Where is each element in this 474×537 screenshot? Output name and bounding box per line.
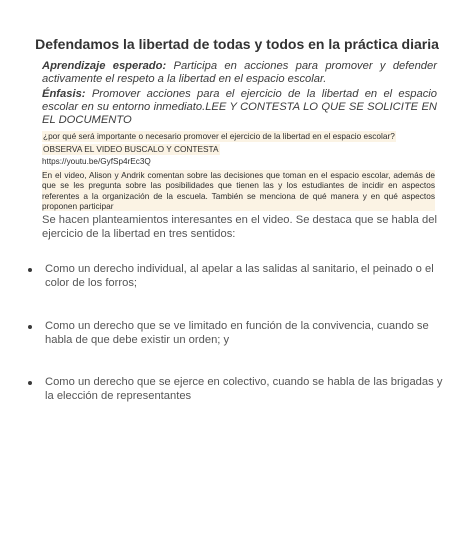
bullet-text: Como un derecho que se ve limitado en función de la convivencia, cuando se habla de que debe existir un orden; y — [45, 320, 429, 346]
bullet-dot-icon — [28, 268, 32, 272]
bullet-text: Como un derecho que se ejerce en colectivo, cuando se habla de las brigadas y la elección de representantes — [45, 376, 443, 402]
aprendizaje-label: Aprendizaje esperado: — [42, 60, 167, 72]
question-text: ¿por qué será importante o necesario promover el ejercicio de la libertad en el espacio escolar? — [43, 131, 395, 141]
bullet-dot-icon — [28, 325, 32, 329]
aprendizaje-text: Participa en acciones para promover y defender activamente el respeto a la libertad en el espacio escolar. — [42, 60, 437, 85]
video-paragraph: En el video, Alison y Andrik comentan sobre las decisiones que toman en el espacio escolar, además de que se les pregunta sobre las posibilidades que tienen las y los estudiantes de incidir en aspectos referentes a la organización de la escuela. También se menciona de qué manera y en qué aspectos proponen participar — [42, 170, 435, 211]
bullet-text: Como un derecho individual, al apelar a las salidas al sanitario, el peinado o el color de los forros; — [45, 263, 434, 289]
instruction-text: OBSERVA EL VIDEO BUSCALO Y CONTESTA — [43, 144, 219, 154]
bullet-dot-icon — [28, 381, 32, 385]
video-link[interactable]: https://youtu.be/GyfSp4rEc3Q — [42, 157, 151, 166]
document-title: Defendamos la libertad de todas y todos en la práctica diaria — [35, 36, 439, 52]
enfasis-paragraph — [42, 88, 437, 127]
enfasis-text: Promover acciones para el ejercicio de la libertad en el espacio escolar en su entorno inmediato.LEE Y CONTESTA LO QUE SE SOLICITE EN EL DOCUMENTO — [42, 88, 437, 126]
enfasis-label: Énfasis: — [42, 88, 86, 100]
aprendizaje-paragraph — [42, 60, 437, 86]
intro-paragraph: Se hacen planteamientos interesantes en el video. Se destaca que se habla del ejercicio de la libertad en tres sentidos: — [42, 214, 437, 240]
